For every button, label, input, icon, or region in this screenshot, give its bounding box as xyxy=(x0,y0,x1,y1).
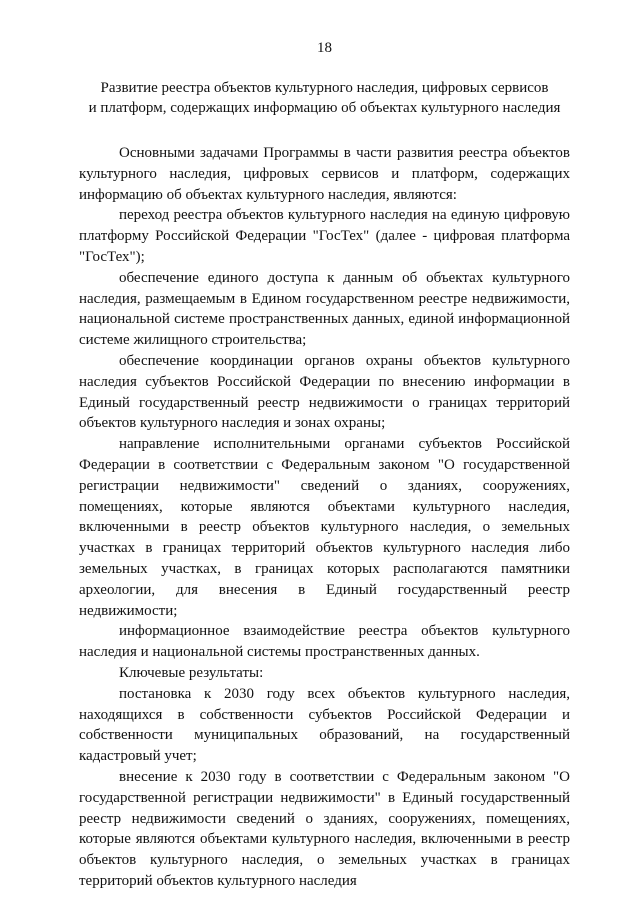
paragraph-intro: Основными задачами Программы в части развития реестра объектов культурного наследия, цифровых сервисов и платформ, содержащих информацию об объектах культурного наследия, являются: xyxy=(79,145,570,203)
paragraph-item: постановка к 2030 году всех объектов культурного наследия, находящихся в собственности субъектов Российской Федерации и собственности муниципальных образований, на государственный кадастровый учет; xyxy=(79,685,570,765)
paragraph-results-heading: Ключевые результаты: xyxy=(119,664,264,681)
section-heading-line: и платформ, содержащих информацию об объектах культурного наследия xyxy=(88,99,561,116)
page-number: 18 xyxy=(317,40,332,56)
paragraph-item: внесение к 2030 году в соответствии с Федеральным законом "О государственной регистрации недвижимости" в Единый государственный реестр недвижимости сведений о зданиях, сооружениях, помещениях, которые являются объектами культурного наследия, включенными в реестр объектов культурного наследия, о земельных участках в границах территорий объектов культурного наследия xyxy=(79,768,570,889)
section-heading-line: Развитие реестра объектов культурного наследия, цифровых сервисов xyxy=(100,80,549,96)
paragraph-item: обеспечение единого доступа к данным об объектах культурного наследия, размещаемым в Едином государственном реестре недвижимости, национальной системе пространственных данных, единой информационной системе жилищного строительства; xyxy=(79,269,570,349)
paragraph-item: переход реестра объектов культурного наследия на единую цифровую платформу Российской Федерации "ГосТех" (далее - цифровая платформа "ГосТех"); xyxy=(79,207,570,265)
paragraph-item: информационное взаимодействие реестра объектов культурного наследия и национальной системы пространственных данных. xyxy=(79,623,570,661)
document-body xyxy=(79,143,570,892)
paragraph-item: обеспечение координации органов охраны объектов культурного наследия субъектов Российской Федерации по внесению информации в Единый государственный реестр недвижимости о границах территорий объектов культурного наследия и зонах охраны; xyxy=(79,352,570,432)
section-heading xyxy=(79,79,570,118)
paragraph-item: направление исполнительными органами субъектов Российской Федерации в соответствии с Федеральным законом "О государственной регистрации недвижимости" сведений о зданиях, сооружениях, помещениях, которые являются объектами культурного наследия, включенными в реестр объектов культурного наследия, о земельных участках в границах территорий объектов культурного наследия либо земельных участках, в границах которых располагаются памятники археологии, для внесения в Единый государственный реестр недвижимости; xyxy=(79,436,570,619)
